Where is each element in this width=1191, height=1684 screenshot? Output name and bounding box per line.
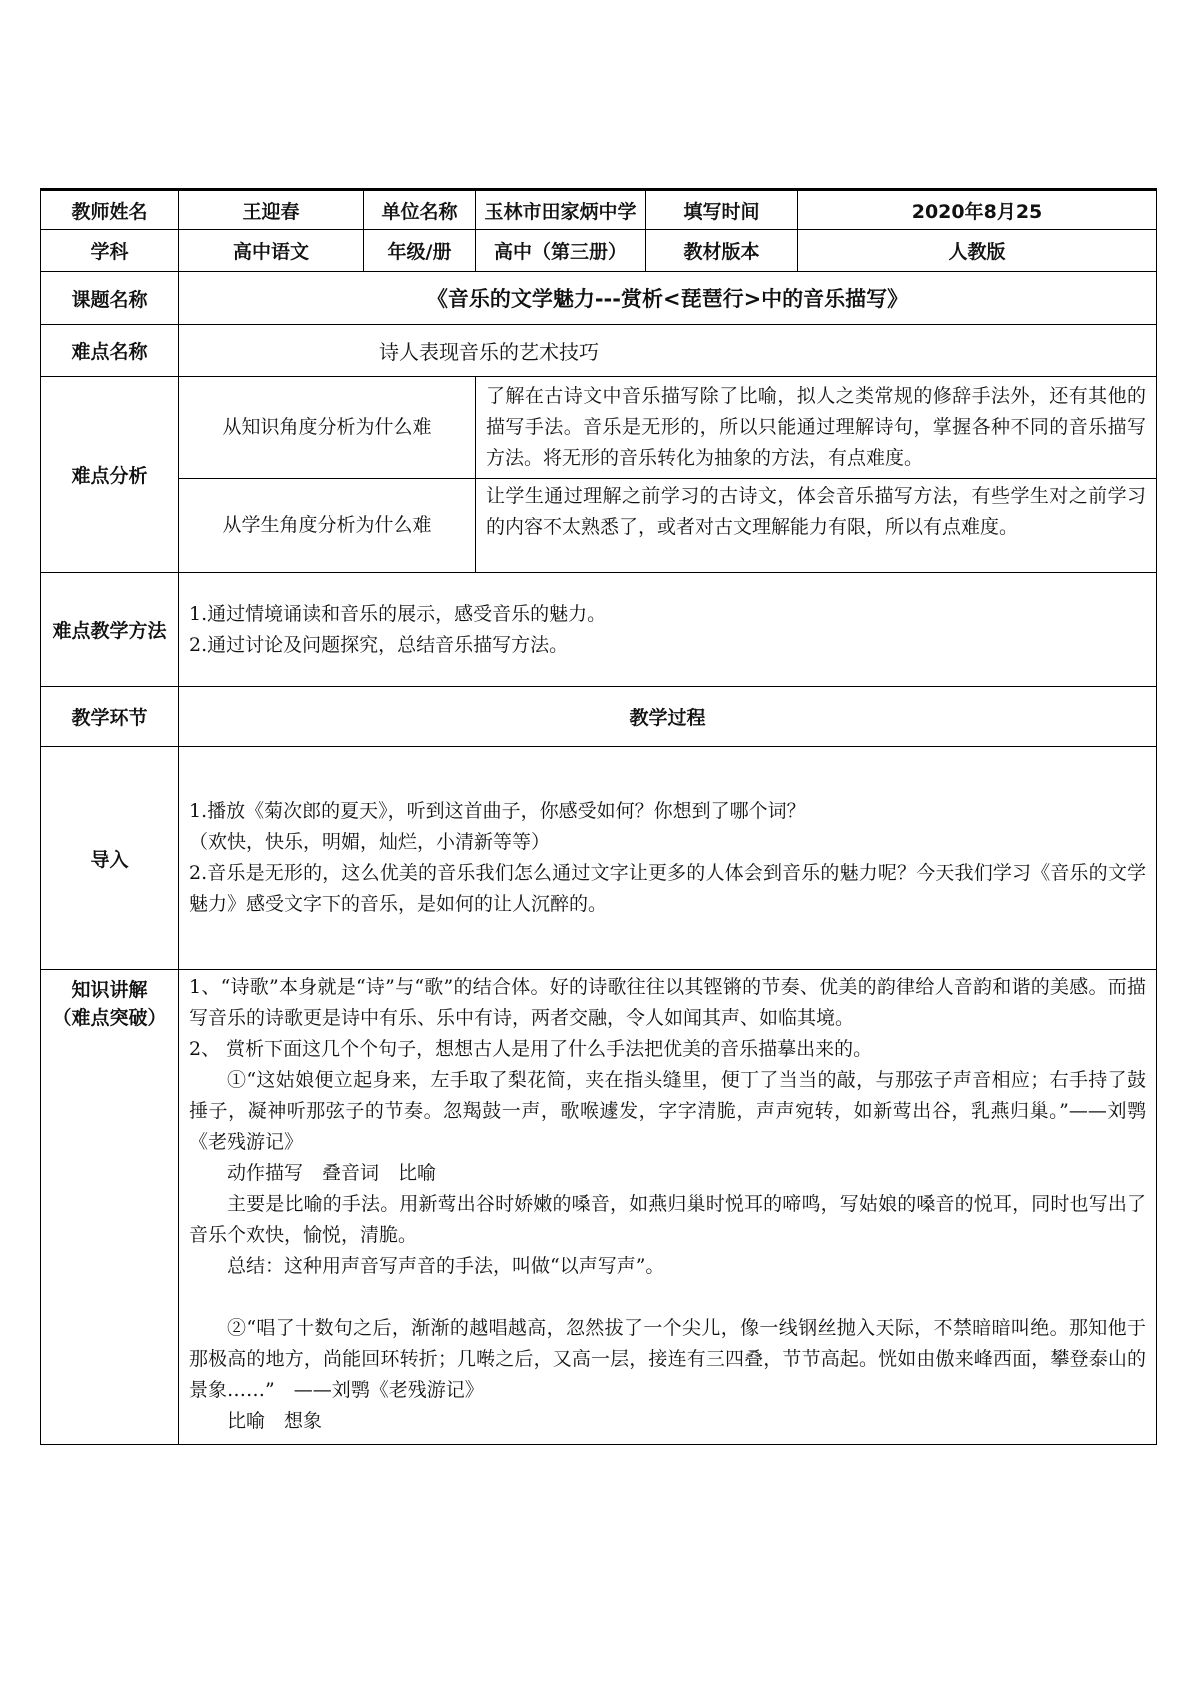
- knowledge-angle-content: 了解在古诗文中音乐描写除了比喻，拟人之类常规的修辞手法外，还有其他的描写手法。音乐是无形的，所以只能通过理解诗句，掌握各种不同的音乐描写方法。将无形的音乐转化为抽象的方法，有点难度。: [476, 377, 1157, 479]
- method-row: [41, 573, 1157, 687]
- topic-value: 《音乐的文学魅力---赏析<琵琶行>中的音乐描写》: [179, 272, 1157, 325]
- method-label: 难点教学方法: [41, 573, 179, 687]
- method-line-2: 2.通过讨论及问题探究，总结音乐描写方法。: [189, 633, 569, 656]
- example-1-tags: 动作描写 叠音词 比喻: [227, 1162, 437, 1184]
- knowledge-row: [41, 970, 1157, 1445]
- subject-value: 高中语文: [179, 230, 364, 272]
- example-1-quote: ①“这姑娘便立起身来，左手取了梨花简，夹在指头缝里，便丁了当当的敲，与那弦子声音相应；右手持了鼓捶子，凝神听那弦子的节奏。忽羯鼓一声，歌喉遽发，字字清脆，声声宛转，如新莺出谷，乳燕归巢。”——刘鹗《老残游记》: [189, 1069, 1146, 1153]
- unit-name-value: 玉林市田家炳中学: [476, 190, 646, 230]
- intro-row: [41, 747, 1157, 970]
- student-angle-label: [179, 479, 476, 573]
- stage-header-label: 教学环节: [41, 687, 179, 747]
- textbook-label: 教材版本: [646, 230, 798, 272]
- method-content: [179, 573, 1157, 687]
- analysis-label: 难点分析: [41, 377, 179, 573]
- intro-line-1: 1.播放《菊次郎的夏天》，听到这首曲子，你感受如何？你想到了哪个词？: [189, 800, 806, 822]
- knowledge-label-line-1: 知识讲解: [71, 979, 148, 1001]
- method-line-1: 1.通过情境诵读和音乐的展示，感受音乐的魅力。: [189, 602, 607, 625]
- header-row-1: [41, 190, 1157, 230]
- grade-value: 高中（第三册）: [476, 230, 646, 272]
- lesson-plan-table: [40, 188, 1157, 1445]
- knowledge-label: [41, 970, 179, 1445]
- fill-date-label: 填写时间: [646, 190, 798, 230]
- unit-name-label: 单位名称: [364, 190, 476, 230]
- knowledge-content: [179, 970, 1157, 1445]
- knowledge-paragraph-2: 2、 赏析下面这几个个句子，想想古人是用了什么手法把优美的音乐描摹出来的。: [189, 1038, 873, 1060]
- teacher-name-label: 教师姓名: [41, 190, 179, 230]
- difficulty-label: 难点名称: [41, 325, 179, 377]
- knowledge-angle-text: 从知识角度分析为什么难: [222, 416, 432, 438]
- subject-label: 学科: [41, 230, 179, 272]
- example-2-tags: 比喻 想象: [227, 1410, 323, 1432]
- difficulty-row: [41, 325, 1157, 377]
- knowledge-angle-label: [179, 377, 476, 479]
- intro-line-3: 2.音乐是无形的，这么优美的音乐我们怎么通过文字让更多的人体会到音乐的魅力呢？今天我们学习《音乐的文学魅力》感受文字下的音乐，是如何的让人沉醉的。: [189, 862, 1146, 915]
- intro-label: 导入: [41, 747, 179, 970]
- example-1-analysis: 主要是比喻的手法。用新莺出谷时娇嫩的嗓音，如燕归巢时悦耳的啼鸣，写姑娘的嗓音的悦耳，同时也写出了音乐个欢快，愉悦，清脆。: [189, 1193, 1146, 1246]
- topic-label: 课题名称: [41, 272, 179, 325]
- example-2-quote: ②“唱了十数句之后，渐渐的越唱越高，忽然拔了一个尖儿，像一线钢丝抛入天际，不禁暗暗叫绝。那知他于那极高的地方，尚能回环转折；几啭之后，又高一层，接连有三四叠，节节高起。恍如由傲来峰西面，攀登泰山的景象……” ——刘鹗《老残游记》: [189, 1317, 1146, 1401]
- intro-content: [179, 747, 1157, 970]
- knowledge-label-line-2: （难点突破）: [52, 1007, 167, 1029]
- fill-date-value: 2020年8月25: [798, 190, 1157, 230]
- student-angle-text: 从学生角度分析为什么难: [222, 514, 432, 536]
- student-angle-content: 让学生通过理解之前学习的古诗文，体会音乐描写方法，有些学生对之前学习的内容不太熟悉了，或者对古文理解能力有限，所以有点难度。: [476, 479, 1157, 573]
- analysis-knowledge-row: [41, 377, 1157, 479]
- difficulty-value: 诗人表现音乐的艺术技巧: [179, 325, 1157, 377]
- spacer: [189, 1282, 1146, 1313]
- header-row-2: [41, 230, 1157, 272]
- process-header-row: [41, 687, 1157, 747]
- grade-label: 年级/册: [364, 230, 476, 272]
- analysis-student-row: [41, 479, 1157, 573]
- textbook-value: 人教版: [798, 230, 1157, 272]
- teacher-name-value: 王迎春: [179, 190, 364, 230]
- process-header-label: 教学过程: [179, 687, 1157, 747]
- topic-row: [41, 272, 1157, 325]
- example-1-summary: 总结：这种用声音写声音的手法，叫做“以声写声”。: [227, 1255, 665, 1277]
- lesson-plan-page: [40, 188, 1156, 1445]
- intro-line-2: （欢快，快乐，明媚，灿烂，小清新等等）: [189, 831, 551, 853]
- knowledge-paragraph-1: 1、“诗歌”本身就是“诗”与“歌”的结合体。好的诗歌往往以其铿锵的节奏、优美的韵律给人音韵和谐的美感。而描写音乐的诗歌更是诗中有乐、乐中有诗，两者交融，令人如闻其声、如临其境。: [189, 976, 1146, 1029]
